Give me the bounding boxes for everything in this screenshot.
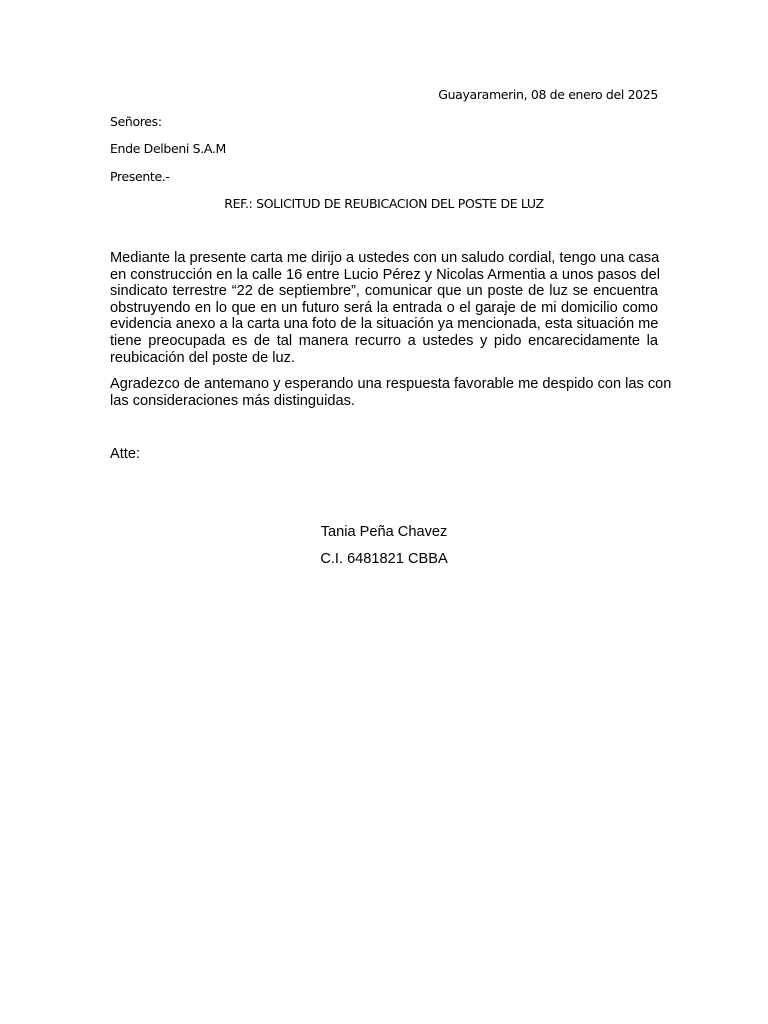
salutation: Señores: [110,114,162,129]
body-paragraph-1 [110,250,661,366]
reference-line: REF.: SOLICITUD DE REUBICACION DEL POSTE DE LUZ [224,196,544,211]
paragraph-line: obstruyendo en lo que en un futuro será la entrada o el garaje de mi domicilio como [110,299,658,316]
paragraph-line: tiene preocupada es de tal manera recurro a ustedes y pido encarecidamente la [110,332,658,349]
paragraph-line: las consideraciones más distinguidas. [110,392,355,409]
paragraph-line: en construcción en la calle 16 entre Lucio Pérez y Nicolas Armentia a unos pasos del [110,266,661,283]
presente-line: Presente.- [110,169,170,184]
paragraph-line: evidencia anexo a la carta una foto de la situación ya mencionada, esta situación me [110,316,659,333]
paragraph-line: sindicato terrestre “22 de septiembre”, comunicar que un poste de luz se encuentra [110,283,658,300]
body-paragraph-2 [110,376,672,409]
closing-line: Atte: [110,446,141,462]
paragraph-line: Mediante la presente carta me dirijo a ustedes con un saludo cordial, tengo una casa [110,250,660,266]
letter-date: Guayaramerin, 08 de enero del 2025 [438,87,658,102]
paragraph-line: reubicación del poste de luz. [110,349,295,366]
paragraph-line: Agradezco de antemano y esperando una respuesta favorable me despido con las con [110,376,672,392]
recipient-name: Ende Delbeni S.A.M [110,141,226,156]
signature-id: C.I. 6481821 CBBA [320,551,448,567]
signature-name: Tania Peña Chavez [320,524,448,540]
